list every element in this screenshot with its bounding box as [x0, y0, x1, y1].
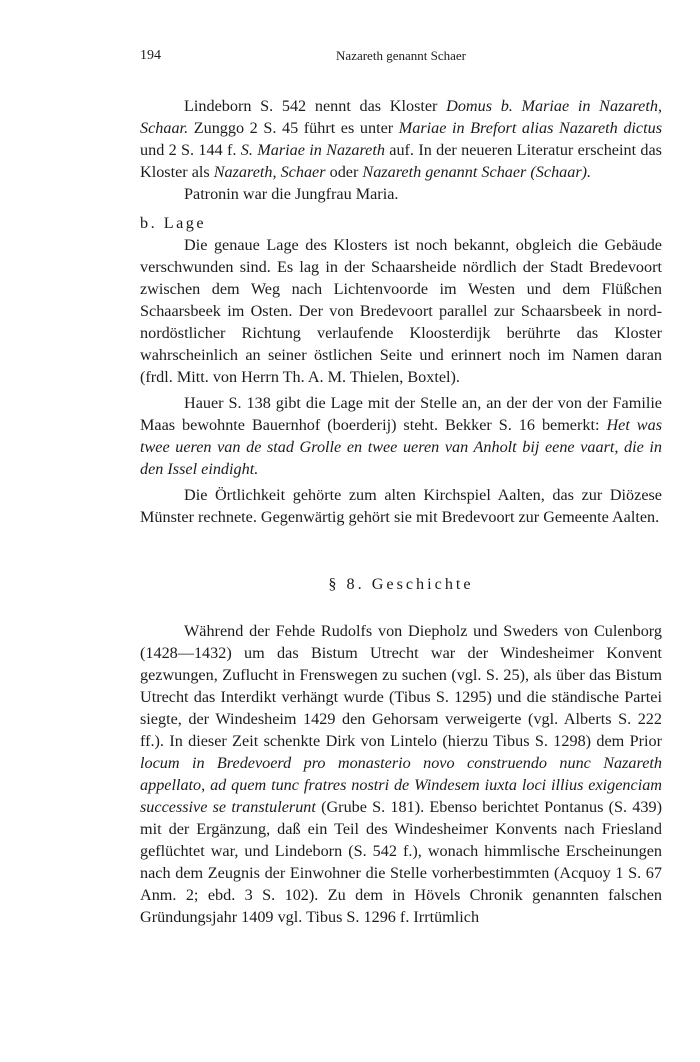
text-run: Während der Fehde Rudolfs von Diepholz und Sweders von Culenborg (1428—1432) um das Bistum Utrecht war der Windesheimer Konvent gezwungen, Zuflucht in Frenswegen zu suchen (vgl. S. 25), als über das Bistum Utrecht das Interdikt verhängt wurde (Tibus S. 1295) und die ständische Partei siegte, der Windesheim 1429 den Gehorsam verweigerte (vgl. Alberts S. 222 ff.). In dieser Zeit schenkte Dirk von Lintelo (hierzu Tibus S. 1298) dem Prior: [140, 622, 662, 750]
paragraph: [140, 234, 662, 388]
italic-text: Nazareth, Schaer: [213, 163, 326, 181]
text-run: Die Örtlichkeit gehörte zum alten Kirchspiel Aalten, das zur Diözese Münster rechnete. Gegenwärtig gehört sie mit Bredevoort zur Gemeente Aalten.: [140, 486, 662, 526]
text-run: Zunggo 2 S. 45 führt es unter: [188, 119, 399, 137]
page-number: 194: [140, 48, 161, 63]
paragraph: [140, 95, 662, 183]
paragraph: [140, 392, 662, 480]
text-run: auf. In der neueren Literatur erscheint das Kloster als: [140, 141, 662, 181]
paragraph: [140, 620, 662, 928]
text-run: Die genaue Lage des Klosters ist noch bekannt, obgleich die Gebäude verschwunden sind. Es lag in der Schaarsheide nördlich der Stadt Bredevoort zwischen dem Weg nach Lichtenvoorde im Westen und dem Flüßchen Schaarsbeek im Osten. Der von Bredevoort parallel zur Schaarsbeek in nord-nordöstlicher Richtung verlaufende Kloosterdijk berührte das Kloster wahrscheinlich an seiner östlichen Seite und erinnert noch im Namen daran (frdl. Mitt. von Herrn Th. A. M. Thielen, Boxtel).: [140, 236, 662, 386]
italic-text: Het was twee ueren van de stad Grolle en twee ueren van Anholt bij eene vaart, die in den Issel eindight.: [140, 416, 662, 478]
text-run: und 2 S. 144 f.: [140, 141, 241, 159]
italic-text: Domus b. Mariae in Nazareth, Schaar.: [140, 97, 662, 137]
section-heading-lage: b. Lage: [140, 214, 207, 232]
text-run: (Grube S. 181). Ebenso berichtet Pontanus (S. 439) mit der Ergänzung, daß ein Teil des Windesheimer Konvents nach Friesland geflüchtet war, und Lindeborn (S. 542 f.), wonach himmlische Erscheinungen nach dem Zeugnis der Einwohner die Stelle vorherbestimmten (Acquoy 1 S. 67 Anm. 2; ebd. 3 S. 102). Zu dem in Hövels Chronik genannten falschen Gründungsjahr 1409 vgl. Tibus S. 1296 f. Irrtümlich: [140, 798, 662, 926]
text-run: Hauer S. 138 gibt die Lage mit der Stelle an, an der der von der Familie Maas bewohnte Bauernhof (boerderij) steht. Bekker S. 16 bemerkt:: [140, 394, 662, 434]
chapter-heading-geschichte: § 8. Geschichte: [328, 575, 474, 593]
body-text: [140, 95, 662, 928]
italic-text: S. Mariae in Nazareth: [240, 141, 385, 159]
running-title: Nazareth genannt Schaer: [336, 48, 466, 63]
text-run: Lindeborn S. 542 nennt das Kloster: [184, 97, 447, 115]
italic-text: locum in Bredevoerd pro monasterio novo construendo nunc Nazareth appellato, ad quem tunc fratres nostri de Windesem iuxta loci illius exigenciam successive se transtulerunt: [140, 754, 662, 816]
paragraph: [140, 484, 662, 528]
italic-text: Nazareth genannt Schaer (Schaar).: [362, 163, 592, 181]
italic-text: Mariae in Brefort alias Nazareth dictus: [398, 119, 663, 137]
text-run: oder: [325, 163, 363, 181]
text-run: Patronin war die Jungfrau Maria.: [184, 185, 399, 203]
page-header: [140, 48, 662, 70]
paragraph: [140, 183, 662, 205]
